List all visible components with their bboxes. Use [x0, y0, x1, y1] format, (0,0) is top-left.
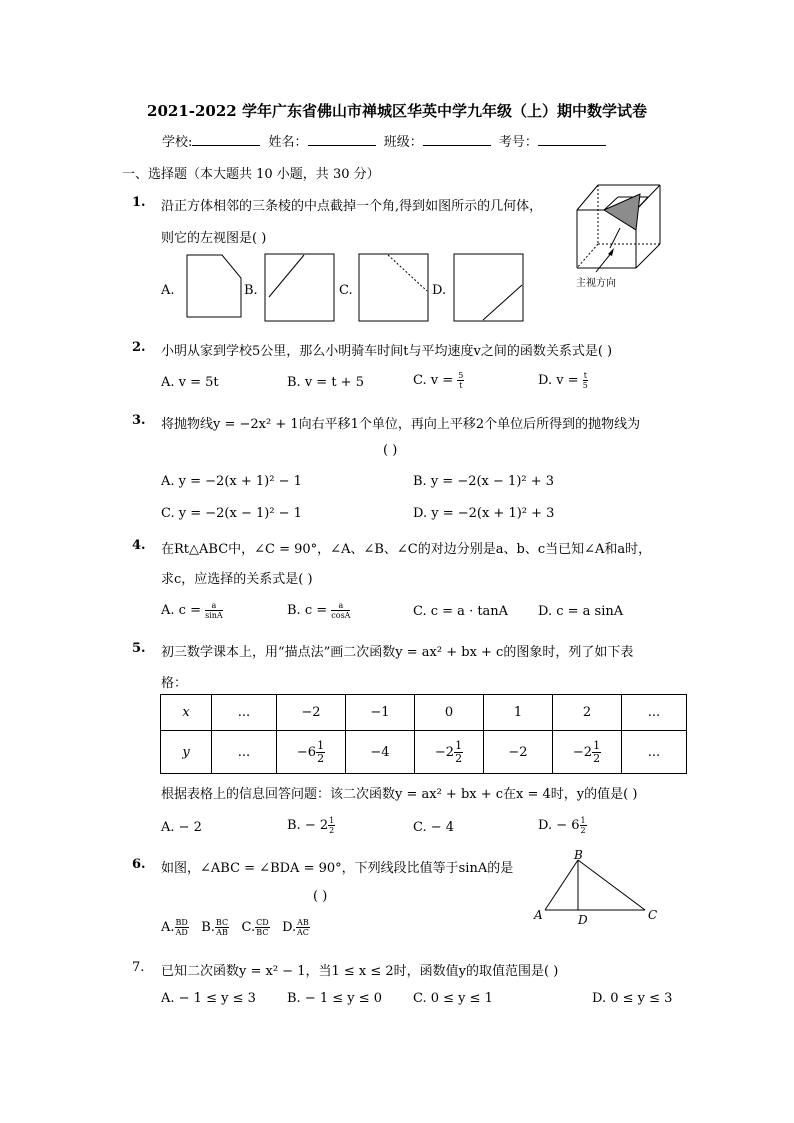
q6-label-c: C	[648, 908, 658, 922]
number-blank[interactable]	[538, 134, 606, 146]
q4-text-line1: 在Rt△ABC中，∠C = 90°，∠A、∠B、∠C的对边分别是a、b、c当已知∠A和a时，	[161, 542, 652, 557]
q7-option-b[interactable]: B. − 1 ≤ y ≤ 0	[287, 991, 383, 1006]
q5-question-text: 根据表格上的信息回答问题：该二次函数y = ax² + bx + c在x = 4时，y的值是( )	[161, 787, 638, 802]
q5-table-fraction: $\frac{1}{2}$	[455, 738, 463, 765]
q4-option-d[interactable]: D. c = a sinA	[538, 604, 624, 619]
name-blank[interactable]	[308, 134, 376, 146]
class-label: 班级：	[383, 135, 423, 150]
q5-table-x-cell: ...	[622, 695, 687, 731]
q7-number: 7.	[132, 960, 145, 975]
q7-option-c[interactable]: C. 0 ≤ y ≤ 1	[413, 991, 493, 1006]
q3-number: 3.	[132, 413, 146, 428]
q5-table-x-cell: −1	[346, 695, 415, 731]
q4-text-line2: 求c，应选择的关系式是( )	[161, 572, 313, 587]
q2-number: 2.	[132, 340, 146, 355]
q6-options	[161, 918, 310, 937]
q5-table-y-cell: y	[161, 731, 212, 774]
q5-table-y-row	[161, 731, 687, 774]
q5-option-b-fraction: $\frac{1}{2}$	[329, 816, 335, 835]
q5-table-x-cell: ...	[212, 695, 277, 731]
q4-option-b-fraction: $\frac{a}{\cos A}$	[331, 601, 351, 620]
q6-option-b[interactable]: B. $\frac{BC}{AB}$	[201, 918, 229, 937]
q1-text-line2: 则它的左视图是( )	[161, 231, 267, 246]
q1-text-line1: 沿正方体相邻的三条棱的中点截掉一个角,得到如图所示的几何体，	[161, 199, 543, 214]
q5-number: 5.	[132, 641, 146, 656]
q5-table-x-cell: −2	[277, 695, 346, 731]
q5-table-whole-part: −6	[296, 744, 317, 760]
q5-table-fraction: $\frac{1}{2}$	[317, 738, 325, 765]
q6-option-d[interactable]: D. $\frac{AB}{AC}$	[282, 918, 309, 937]
q5-table-fraction: $\frac{1}{2}$	[593, 738, 601, 765]
q1-option-b-figure[interactable]	[264, 253, 336, 323]
q5-table-x-cell: x	[161, 695, 212, 731]
q5-option-d-fraction: $\frac{1}{2}$	[580, 816, 586, 835]
q1-option-a-figure[interactable]	[186, 254, 242, 318]
q5-table-x-row	[161, 695, 687, 731]
q2-option-c-fraction: $\frac{5}{t}$	[458, 371, 464, 390]
q2-option-d-fraction: $\frac{t}{5}$	[582, 371, 588, 390]
student-info-line	[162, 131, 610, 150]
q1-option-c-figure[interactable]	[358, 253, 430, 323]
q5-option-b[interactable]: B. − 2 $\frac{1}{2}$	[287, 816, 335, 835]
q5-table-x-cell: 0	[415, 695, 484, 731]
q5-table-x-cell: 2	[553, 695, 622, 731]
q3-option-b[interactable]: B. y = −2(x − 1)² + 3	[413, 474, 555, 489]
q6-option-b-fraction: $\frac{BC}{AB}$	[215, 918, 229, 937]
q4-number: 4.	[132, 538, 146, 553]
q6-triangle-figure	[530, 848, 665, 928]
q5-table-y-cell: ...	[622, 731, 687, 774]
q6-option-d-fraction: $\frac{AB}{AC}$	[297, 918, 309, 937]
q4-option-c[interactable]: C. c = a · tanA	[413, 604, 509, 619]
school-label: 学校:	[162, 135, 193, 150]
q7-text: 已知二次函数y = x² − 1，当1 ≤ x ≤ 2时，函数值y的取值范围是( )	[161, 964, 559, 979]
q5-table-y-cell	[277, 731, 346, 774]
school-blank[interactable]	[192, 134, 260, 146]
q5-value-table	[160, 694, 687, 774]
q6-number: 6.	[132, 857, 146, 872]
q3-text: 将抛物线y = −2x² + 1向右平移1个单位，再向上平移2个单位后所得到的抛物线为	[161, 417, 641, 432]
q3-option-a[interactable]: A. y = −2(x + 1)² − 1	[161, 474, 302, 489]
q7-option-d[interactable]: D. 0 ≤ y ≤ 3	[592, 991, 673, 1006]
q1-option-c-label[interactable]: C.	[339, 283, 353, 298]
q6-option-c-fraction: $\frac{CD}{BC}$	[256, 918, 269, 937]
number-label: 考号：	[498, 135, 538, 150]
q1-option-d-figure[interactable]	[453, 253, 525, 323]
q5-table-y-cell: ...	[212, 731, 277, 774]
q2-text: 小明从家到学校5公里，那么小明骑车时间t与平均速度v之间的函数关系式是( )	[161, 344, 613, 359]
q5-option-a[interactable]: A. − 2	[161, 820, 202, 835]
q1-option-d-label[interactable]: D.	[432, 283, 447, 298]
q5-table-y-cell	[415, 731, 484, 774]
page-title: 2021-2022 学年广东省佛山市禅城区华英中学九年级（上）期中数学试卷	[147, 102, 647, 120]
q5-option-d[interactable]: D. − 6 $\frac{1}{2}$	[538, 816, 586, 835]
q1-number: 1.	[132, 195, 146, 210]
q6-label-a: A	[534, 908, 543, 922]
q5-text-line1: 初三数学课本上，用“描点法”画二次函数y = ax² + bx + c的图象时，列了如下表	[161, 645, 634, 660]
q2-option-b[interactable]: B. v = t + 5	[287, 375, 364, 390]
q5-table-y-cell: −4	[346, 731, 415, 774]
q5-table-y-cell	[553, 731, 622, 774]
q6-label-d: D	[578, 913, 588, 927]
section-header: 一、选择题（本大题共 10 小题，共 30 分）	[122, 167, 380, 182]
q5-table-y-cell: −2	[484, 731, 553, 774]
q5-table-whole-part: −2	[434, 744, 455, 760]
q2-option-d[interactable]: D. v = $\frac{t}{5}$	[538, 371, 588, 390]
q5-option-c[interactable]: C. − 4	[413, 820, 455, 835]
q5-text-line2: 格：	[161, 676, 188, 691]
q1-option-a-label[interactable]: A.	[161, 283, 175, 298]
q3-option-d[interactable]: D. y = −2(x + 1)² + 3	[413, 506, 555, 521]
q7-option-a[interactable]: A. − 1 ≤ y ≤ 3	[161, 991, 256, 1006]
q3-option-c[interactable]: C. y = −2(x − 1)² − 1	[161, 506, 302, 521]
q2-option-c[interactable]: C. v = $\frac{5}{t}$	[413, 371, 464, 390]
q3-paren: ( )	[383, 443, 398, 458]
q2-option-a[interactable]: A. v = 5t	[161, 375, 219, 390]
q6-paren: ( )	[313, 889, 328, 904]
q5-table-x-cell: 1	[484, 695, 553, 731]
q6-option-a-fraction: $\frac{BD}{AD}$	[175, 918, 188, 937]
name-label: 姓名：	[268, 135, 308, 150]
q4-option-b[interactable]: B. c = $\frac{a}{\cos A}$	[287, 601, 351, 620]
q6-option-a[interactable]: A. $\frac{BD}{AD}$	[161, 918, 188, 937]
q6-label-b: B	[574, 848, 583, 862]
q6-option-c[interactable]: C. $\frac{CD}{BC}$	[241, 918, 269, 937]
q6-text: 如图，∠ABC = ∠BDA = 90°，下列线段比值等于sinA的是	[161, 861, 514, 876]
q1-option-b-label[interactable]: B.	[244, 283, 258, 298]
q4-option-a[interactable]: A. c = $\frac{a}{\sin A}$	[161, 601, 223, 620]
q5-table-whole-part: −2	[572, 744, 593, 760]
q4-option-a-fraction: $\frac{a}{\sin A}$	[205, 601, 223, 620]
class-blank[interactable]	[423, 134, 491, 146]
q1-cube-label: 主视方向	[576, 278, 616, 289]
